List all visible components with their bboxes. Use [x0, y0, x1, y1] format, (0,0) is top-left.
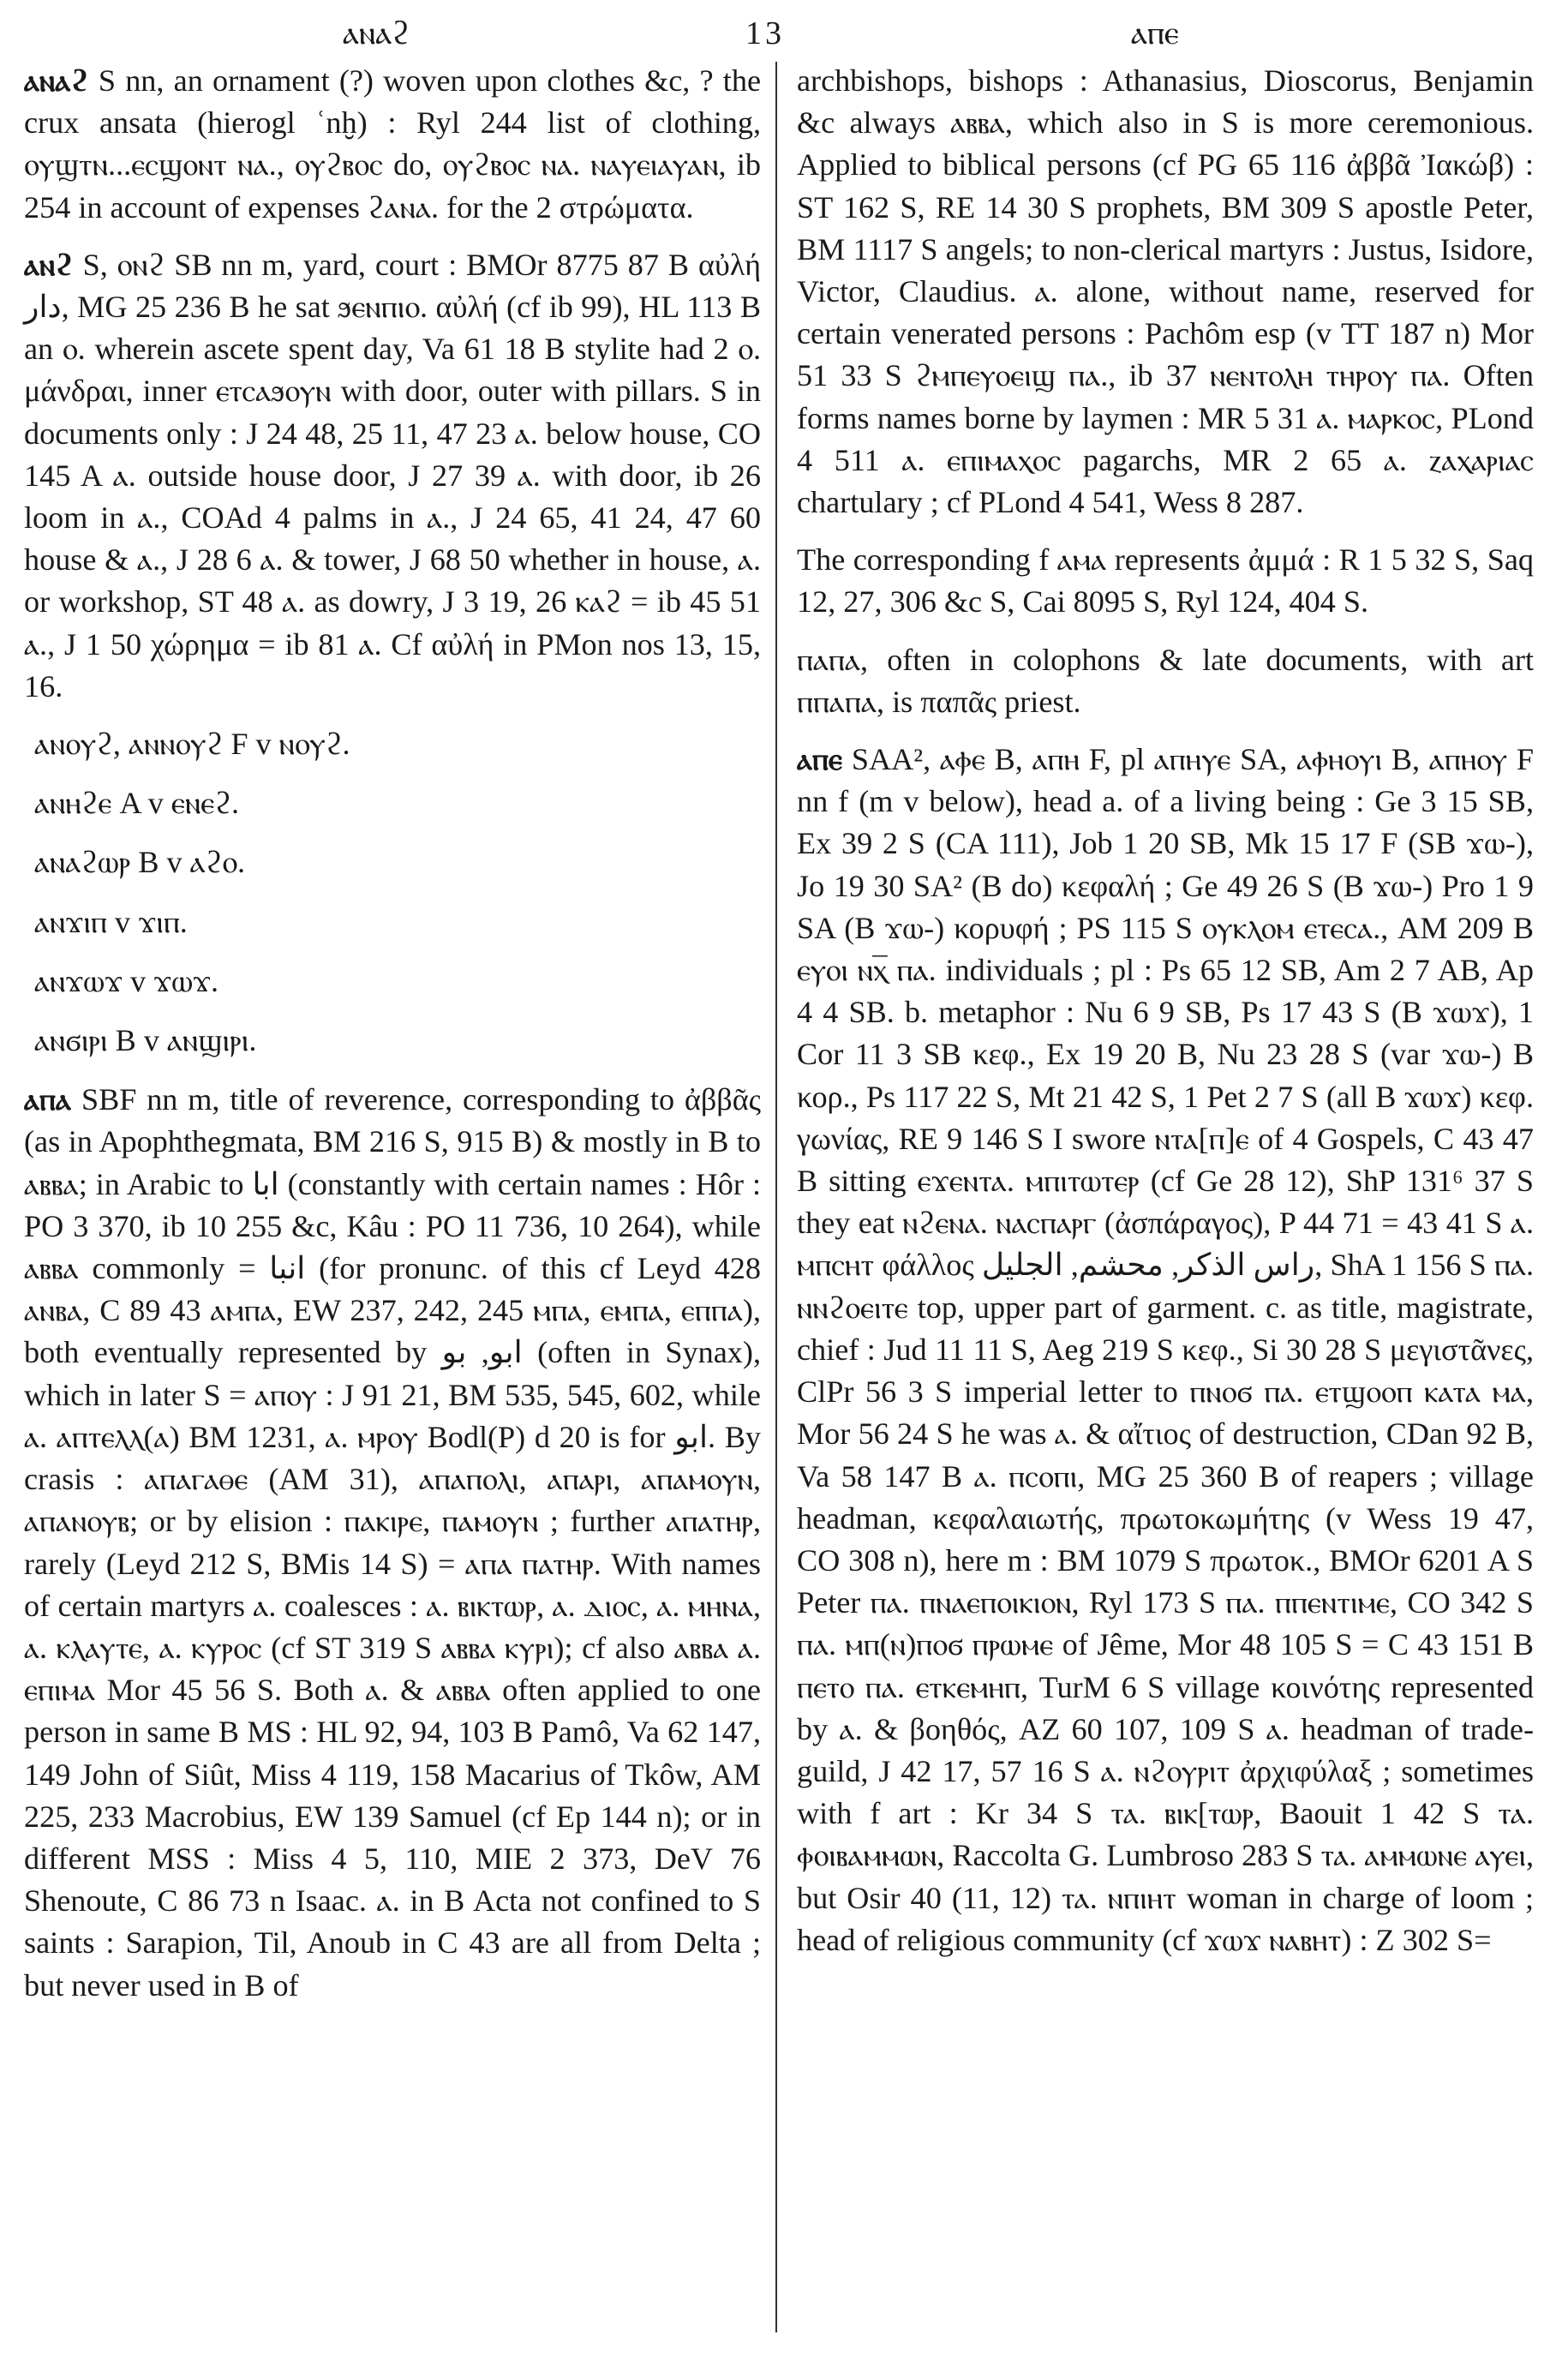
- entry-text: The corresponding f ⲁⲙⲁ represents ἀμμά : R 1 5 32 S, Saq 12, 27, 306 &c S, Cai 8095 S, Ryl 124, 404 S.: [797, 542, 1534, 620]
- entry-anah: [24, 60, 761, 229]
- column-divider: [775, 62, 777, 2332]
- headword: ⲁⲡⲉ: [797, 742, 843, 777]
- entry-apa-continued: [797, 60, 1534, 524]
- cross-reference: ⲁⲛⲁϩⲱⲣ B v ⲁϩⲟ.: [34, 845, 246, 880]
- entry-ama: [797, 539, 1534, 623]
- cross-reference: ⲁⲛⲏϩⲉ A v ⲉⲛⲉϩ.: [34, 786, 240, 821]
- right-running-head: ⲁⲡⲉ: [1131, 15, 1179, 51]
- headword: ⲁⲡⲁ: [24, 1082, 72, 1117]
- cross-reference: ⲁⲛϫⲱϫ v ϫⲱϫ.: [34, 963, 219, 998]
- entry-papa: [797, 639, 1534, 723]
- entry-text: S, ⲟⲛϩ SB nn m, yard, court : BMOr 8775 87 B αὐλή دار, MG 25 236 B he sat ϧⲉⲛⲡⲓⲟ. αὐλή (cf ib 99), HL 113 B an ⲟ. wherein ascete spent day, Va 61 18 B stylite had 2 ⲟ. μάνδραι, inner ⲉⲧⲥⲁϧⲟⲩⲛ with door, outer with pillars. S in documents only : J 24 48, 25 11, 47 23 ⲁ. below house, CO 145 A ⲁ. outside house door, J 27 39 ⲁ. with door, ib 26 loom in ⲁ., COAd 4 palms in ⲁ., J 24 65, 41 24, 47 60 house & ⲁ., J 28 6 ⲁ. & tower, J 68 50 whether in house, ⲁ. or workshop, ST 48 ⲁ. as dowry, J 3 19, 26 ⲕⲁϩ = ib 45 51 ⲁ., J 1 50 χώρημα = ib 81 ⲁ. Cf αὐλή in PMon nos 13, 15, 16.: [24, 247, 761, 704]
- cross-reference: ⲁⲛⲟⲩϩ, ⲁⲛⲛⲟⲩϩ F v ⲛⲟⲩϩ.: [34, 727, 350, 762]
- left-column: [24, 60, 761, 2022]
- entry-text: SAA², ⲁⲫⲉ B, ⲁⲡⲏ F, pl ⲁⲡⲏⲩⲉ SA, ⲁⲫⲏⲟⲩⲓ B, ⲁⲡⲏⲟⲩ F nn f (m v below), head a. of a living being : Ge 3 15 SB, Ex 39 2 S (CA 111), Job 1 20 SB, Mk 15 17 F (SB ϫⲱ-), Jo 19 30 SA² (B do) κεφαλή ; Ge 49 26 S (B ϫⲱ-) Pro 1 9 SA (B ϫⲱ-) κορυφή ; PS 115 S ⲟⲩⲕⲗⲟⲙ ⲉⲧⲉⲥⲁ., AM 209 B ⲉⲩⲟⲓ ⲛⲭ̅ ⲡⲁ. individuals ; pl : Ps 65 12 SB, Am 2 7 AB, Ap 4 4 SB. b. metaphor : Nu 6 9 SB, Ps 17 43 S (B ϫⲱϫ), 1 Cor 11 3 SB κεφ., Ex 19 20 B, Nu 23 28 S (var ϫⲱ-) B κορ., Ps 117 22 S, Mt 21 42 S, 1 Pet 2 7 S (all B ϫⲱϫ) κεφ. γωνίας, RE 9 146 S I swore ⲛⲧⲁ[ⲡ]ⲉ of 4 Gospels, C 43 47 B sitting ⲉϫⲉⲛⲧⲁ. ⲙⲡⲓⲧⲱⲧⲉⲣ (cf Ge 28 12), ShP 131⁶ 37 S they eat ⲛϩⲉⲛⲁ. ⲛⲁⲥⲡⲁⲣⲅ (ἀσπάραγος), P 44 71 = 43 41 S ⲁ. ⲙⲡⲥⲏⲧ φάλλος راس الذكر, محشم, الجليل, ShA 1 156 S ⲡⲁ. ⲛⲛϩⲟⲉⲓⲧⲉ top, upper part of garment. c. as title, magistrate, chief : Jud 11 11 S, Aeg 219 S κεφ., Si 30 28 S μεγιστᾶνες, ClPr 56 3 S imperial letter to ⲡⲛⲟϭ ⲡⲁ. ⲉⲧϣⲟⲟⲡ ⲕⲁⲧⲁ ⲙⲁ, Mor 56 24 S he was ⲁ. & αἴτιος of destruction, CDan 92 B, Va 58 147 B ⲁ. ⲡⲥⲟⲡⲓ, MG 25 360 B of reapers ; village headman, κεφαλαιωτής, πρωτοκωμήτης (v Wess 19 47, CO 308 n), here m : BM 1079 S πρωτοκ., BMOr 6201 A S Peter ⲡⲁ. ⲡⲛⲁⲉⲡⲟⲓⲕⲓⲟⲛ, Ryl 173 S ⲡⲁ. ⲡⲡⲉⲛⲧⲓⲙⲉ, CO 342 S ⲡⲁ. ⲙⲡ(ⲛ)ⲡⲟϭ ⲡⲣⲱⲙⲉ of Jême, Mor 48 105 S = C 43 151 B ⲡⲉⲧⲟ ⲡⲁ. ⲉⲧⲕⲉⲙⲏⲡ, TurM 6 S village κοινότης represented by ⲁ. & βοηθός, AZ 60 107, 109 S ⲁ. headman of trade-guild, J 42 17, 57 16 S ⲁ. ⲛϩⲟⲩⲣⲓⲧ ἀρχιφύλαξ ; sometimes with f art : Kr 34 S ⲧⲁ. ⲃⲓⲕ[ⲧⲱⲣ, Baouit 1 42 S ⲧⲁ. ⲫⲟⲓⲃⲁⲙⲙⲱⲛ, Raccolta G. Lumbroso 283 S ⲧⲁ. ⲁⲙⲙⲱⲛⲉ ⲁⲩⲉⲓ, but Osir 40 (11, 12) ⲧⲁ. ⲛⲡⲓⲏⲧ woman in charge of loom ; head of religious community (cf ϫⲱϫ ⲛⲁⲃⲏⲧ) : Z 302 S=: [797, 742, 1535, 1957]
- entry-text: archbishops, bishops : Athanasius, Dioscorus, Benjamin &c always ⲁⲃⲃⲁ, which also in S is more ceremonious. Applied to biblical persons (cf PG 65 116 ἀββᾶ Ἰακώβ) : ST 162 S, RE 14 30 S prophets, BM 309 S apostle Peter, BM 1117 S angels; to non-clerical martyrs : Justus, Isidore, Victor, Claudius. ⲁ. alone, without name, reserved for certain venerated persons : Pachôm esp (v TT 187 n) Mor 51 33 S ϩⲙⲡⲉⲩⲟⲉⲓϣ ⲡⲁ., ib 37 ⲛⲉⲛⲧⲟⲗⲏ ⲧⲏⲣⲟⲩ ⲡⲁ. Often forms names borne by laymen : MR 5 31 ⲁ. ⲙⲁⲣⲕⲟⲥ, PLond 4 511 ⲁ. ⲉⲡⲓⲙⲁⲭⲟⲥ pagarchs, MR 2 65 ⲁ. ⲍⲁⲭⲁⲣⲓⲁⲥ chartulary ; cf PLond 4 541, Wess 8 287.: [797, 63, 1534, 520]
- headword: ⲁⲛⲁϩ: [24, 63, 89, 98]
- entry-text: S nn, an ornament (?) woven upon clothes &c, ? the crux ansata (hierogl ʿnḫ) : Ryl 244 list of clothing, ⲟⲩϣⲧⲛ...ⲉⲥϣⲟⲛⲧ ⲛⲁ., ⲟⲩϩⲃⲟⲥ do, ⲟⲩϩⲃⲟⲥ ⲛⲁ. ⲛⲁⲩⲉⲓⲁⲩⲁⲛ, ib 254 in account of expenses ϩⲁⲛⲁ. for the 2 στρώματα.: [24, 63, 762, 225]
- entry-ape: [797, 739, 1534, 1961]
- right-column: [797, 60, 1534, 1977]
- page-number: 13: [745, 15, 785, 51]
- headword: ⲁⲛϩ: [24, 247, 74, 282]
- entry-text: ⲡⲁⲡⲁ, often in colophons & late documents, with art ⲡⲡⲁⲡⲁ, is παπᾶς priest.: [797, 642, 1534, 719]
- page-header: [0, 12, 1568, 55]
- cross-reference: ⲁⲛϭⲓⲣⲓ B v ⲁⲛϣⲓⲣⲓ.: [34, 1023, 257, 1058]
- entry-anh: [24, 244, 761, 708]
- entry-apa: [24, 1079, 761, 2006]
- left-running-head: ⲁⲛⲁϩ: [343, 15, 410, 51]
- cross-reference: ⲁⲛϫⲓⲡ v ϫⲓⲡ.: [34, 904, 188, 939]
- entry-text: SBF nn m, title of reverence, corresponding to ἀββᾶς (as in Apophthegmata, BM 216 S, 915 B) & mostly in B to ⲁⲃⲃⲁ; in Arabic to ابا (constantly with certain names : Hôr : PO 3 370, ib 10 255 &c, Kâu : PO 11 736, 10 264), while ⲁⲃⲃⲁ commonly = انبا (for pronunc. of this cf Leyd 428 ⲁⲛⲃⲁ, C 89 43 ⲁⲙⲡⲁ, EW 237, 242, 245 ⲙⲡⲁ, ⲉⲙⲡⲁ, ⲉⲡⲡⲁ), both eventually represented by ابو, بو (often in Synax), which in later S = ⲁⲡⲟⲩ : J 91 21, BM 535, 545, 602, while ⲁ. ⲁⲡⲧⲉⲗⲗ(ⲁ) BM 1231, ⲁ. ⲙⲣⲟⲩ Bodl(P) d 20 is for ابو. By crasis : ⲁⲡⲁⲅⲁⲑⲉ (AM 31), ⲁⲡⲁⲡⲟⲗⲓ, ⲁⲡⲁⲣⲓ, ⲁⲡⲁⲙⲟⲩⲛ, ⲁⲡⲁⲛⲟⲩⲃ; or by elision : ⲡⲁⲕⲓⲣⲉ, ⲡⲁⲙⲟⲩⲛ ; further ⲁⲡⲁⲧⲏⲣ, rarely (Leyd 212 S, BMis 14 S) = ⲁⲡⲁ ⲡⲁⲧⲏⲣ. With names of certain martyrs ⲁ. coalesces : ⲁ. ⲃⲓⲕⲧⲱⲣ, ⲁ. ⲇⲓⲟⲥ, ⲁ. ⲙⲏⲛⲁ, ⲁ. ⲕⲗⲁⲩⲧⲉ, ⲁ. ⲕⲩⲣⲟⲥ (cf ST 319 S ⲁⲃⲃⲁ ⲕⲩⲣⲓ); cf also ⲁⲃⲃⲁ ⲁ. ⲉⲡⲓⲙⲁ Mor 45 56 S. Both ⲁ. & ⲁⲃⲃⲁ often applied to one person in same B MS : HL 92, 94, 103 B Pamô, Va 62 147, 149 John of Siût, Miss 4 119, 158 Macarius of Tkôw, AM 225, 233 Macrobius, EW 139 Samuel (cf Ep 144 n); or in different MSS : Miss 4 5, 110, MIE 2 373, DeV 76 Shenoute, C 86 73 n Isaac. ⲁ. in B Acta not confined to S saints : Sarapion, Til, Anoub in C 43 are all from Delta ; but never used in B of: [24, 1082, 762, 2003]
